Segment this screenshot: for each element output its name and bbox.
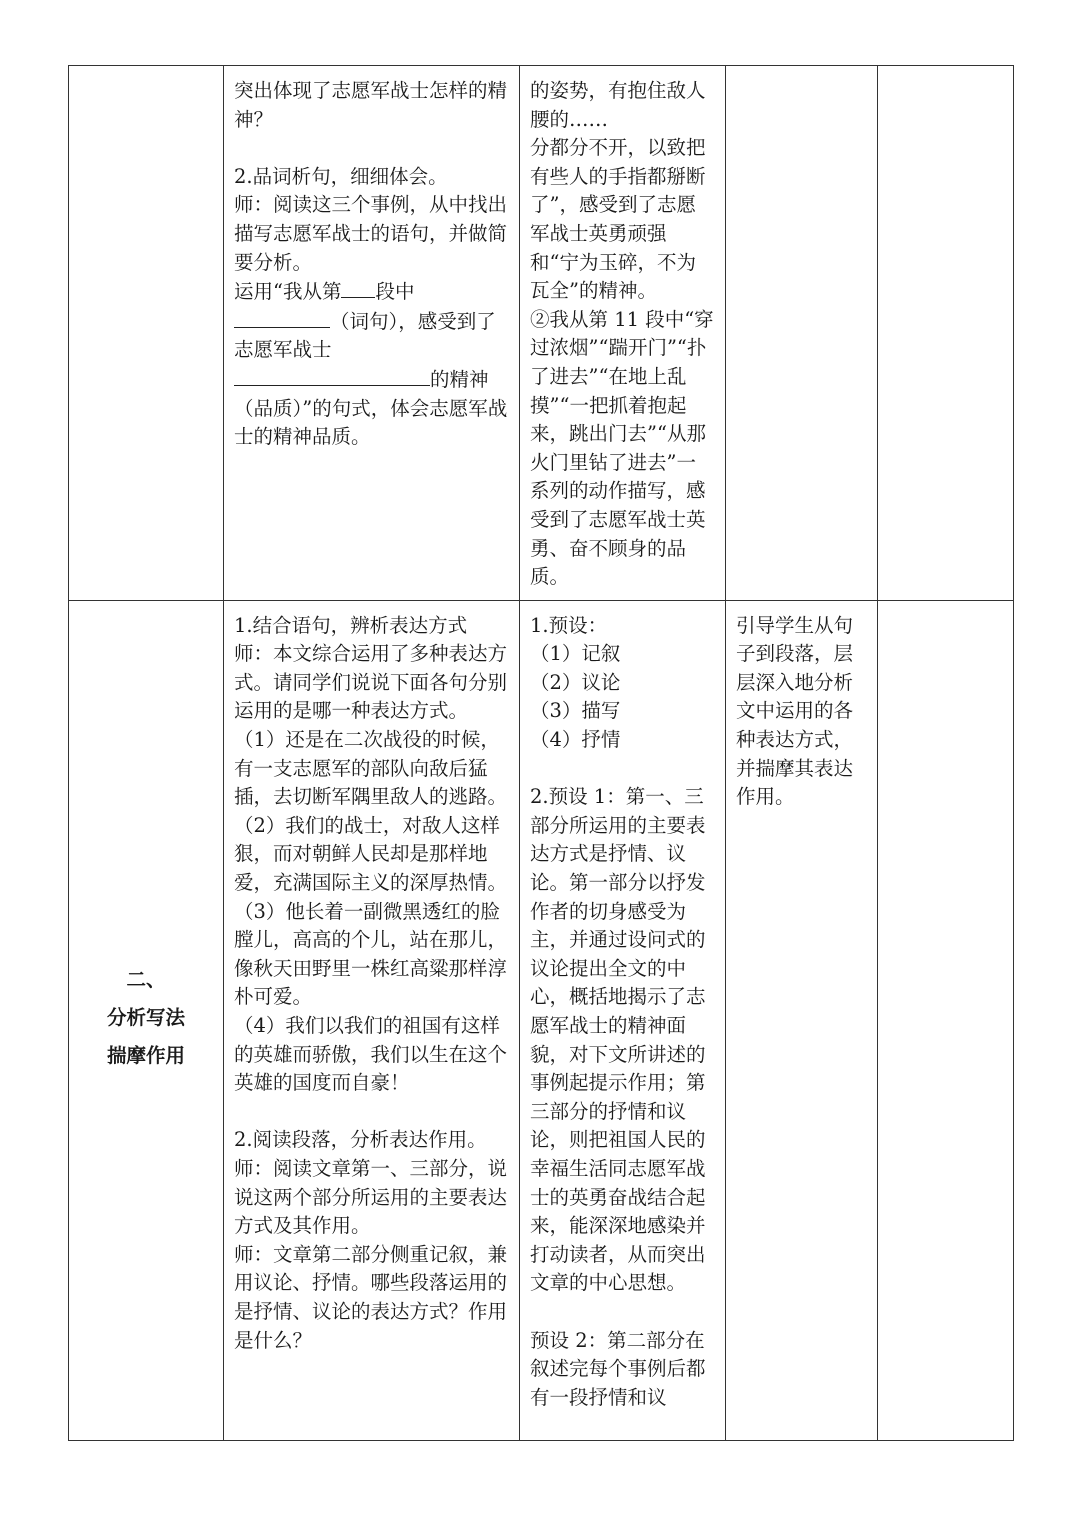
task-title: 2.阅读段落，分析表达作用。 (234, 1128, 487, 1152)
notes-cell (878, 600, 1014, 1440)
task-title: 1.结合语句，辨析表达方式 (234, 613, 468, 637)
fill-blank (341, 277, 375, 298)
stage-number: 二、 (126, 967, 166, 991)
stage-cell (69, 600, 224, 1440)
task-prompt: 师：文章第二部分侧重记叙，兼用议论、抒情。哪些段落运用的是抒情、议论的表达方式？作用是什么？ (234, 1242, 508, 1352)
question-text: 突出体现了志愿军战士怎样的精神？ (234, 79, 508, 131)
teacher-activity-cell (224, 600, 520, 1440)
student-activity-cell (520, 600, 726, 1440)
table-row (69, 66, 1014, 601)
preset-answer: （2）议论 (530, 670, 621, 694)
lesson-plan-table (68, 65, 1014, 1441)
answer-text: 分都分不开，以致把有些人的手指都掰断了”，感受到了志愿军战士英勇顽强和“宁为玉碎，不为瓦全”的精神。 (530, 136, 706, 303)
stage-title-line: 分析写法 (106, 1005, 185, 1029)
student-activity-cell (520, 66, 726, 601)
preset-answer: （4）抒情 (530, 728, 621, 752)
answer-text: ②我从第 11 段中“穿过浓烟”“踹开门”“扑了进去”“在地上乱摸”“一把抓着抱起来，跳出门去”“从那火门里钻了进去”一系列的动作描写，感受到了志愿军战士英勇、奋不顾身的品质。 (530, 307, 714, 589)
task-title: 2.品词析句，细细体会。 (234, 164, 448, 188)
answer-text: 的姿势，有抱住敌人腰的…… (530, 79, 706, 131)
stage-title-line: 揣摩作用 (106, 1043, 185, 1067)
task-prompt: 师：阅读文章第一、三部分，说说这两个部分所运用的主要表达方式及其作用。 (234, 1156, 508, 1238)
preset-answer: 预设 2：第二部分在叙述完每个事例后都有一段抒情和议 (530, 1328, 706, 1409)
design-intent-cell (726, 66, 878, 601)
preset-label: 1.预设： (530, 613, 608, 637)
design-intent-cell (726, 600, 878, 1440)
preset-answer: 2.预设 1：第一、三部分所运用的主要表达方式是抒情、议论。第一部分以抒发作者的切身感受为主，并通过设问式的议论提出全文的中心，概括地揭示了志愿军战士的精神面貌，对下文所讲述的事例起提示作用；第三部分的抒情和议论，则把祖国人民的幸福生活同志愿军战士的英勇奋战结合起来，能深深地感染并打动读者，从而突出文章的中心思想。 (530, 785, 706, 1295)
design-intent-text: 引导学生从句子到段落，层层深入地分析文中运用的各种表达方式，并揣摩其表达作用。 (736, 613, 854, 809)
example-sentence: （3）他长着一副微黑透红的脸膛儿，高高的个儿，站在那儿，像秋天田野里一株红高粱那样淳朴可爱。 (234, 899, 508, 1009)
stage-cell (69, 66, 224, 601)
example-sentence: （1）还是在二次战役的时候，有一支志愿军的部队向敌后猛插，去切断军隅里敌人的逃路。 (234, 728, 508, 809)
fill-blank (234, 307, 330, 328)
notes-cell (878, 66, 1014, 601)
task-prompt: 师：阅读这三个事例，从中找出描写志愿军战士的语句，并做简要分析。 (234, 193, 508, 274)
fill-blank (234, 365, 430, 386)
preset-answer: （3）描写 (530, 699, 621, 723)
table-row (69, 600, 1014, 1440)
example-sentence: （2）我们的战士，对敌人这样狠，而对朝鲜人民却是那样地爱，充满国际主义的深厚热情。 (234, 813, 508, 895)
preset-answer: （1）记叙 (530, 642, 621, 666)
task-prompt: 师：本文综合运用了多种表达方式。请同学们说说下面各句分别运用的是哪一种表达方式。 (234, 642, 508, 723)
example-sentence: （4）我们以我们的祖国有这样的英雄而骄傲，我们以生在这个英雄的国度而自豪！ (234, 1014, 508, 1095)
sentence-template: 运用“我从第 段中 （词句），感受到了志愿军战士 的精神（品质）”的句式，体会志愿军战士的精神品质。 (234, 277, 509, 452)
teacher-activity-cell (224, 66, 520, 601)
